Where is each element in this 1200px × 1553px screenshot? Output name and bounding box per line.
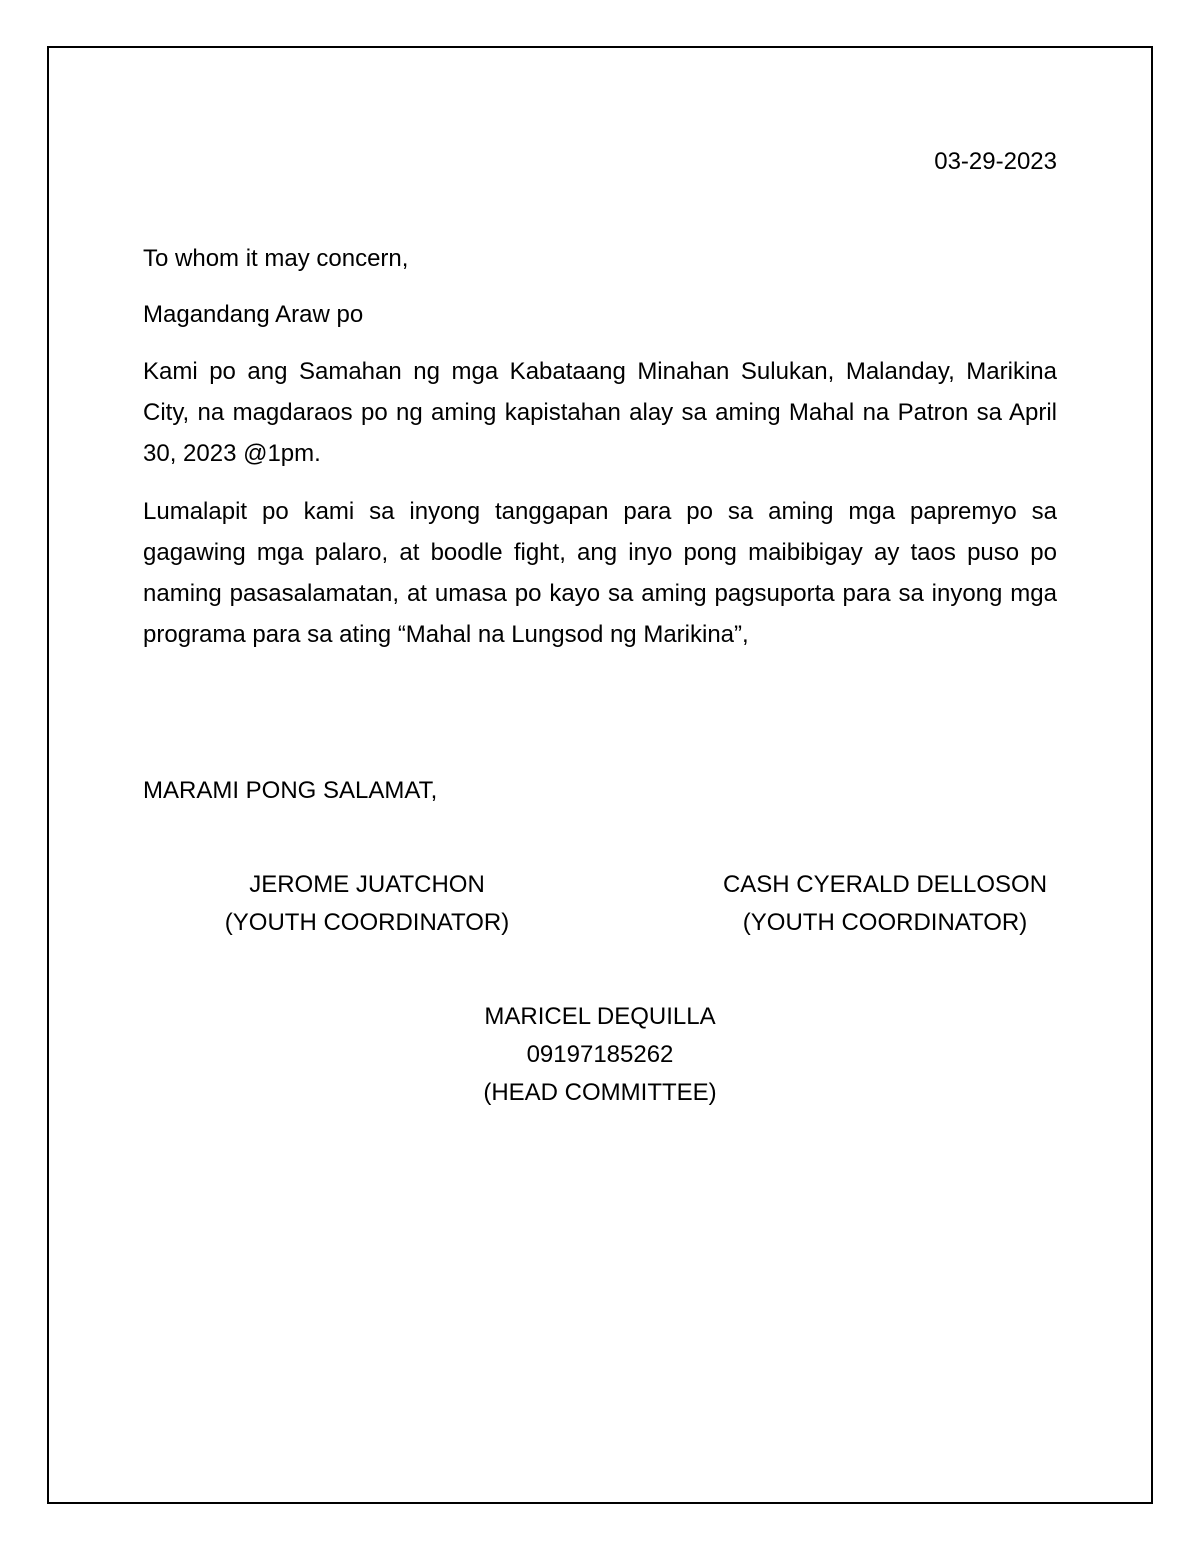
signatory-role: (HEAD COMMITTEE)	[483, 1079, 717, 1106]
letter-greeting: To whom it may concern,	[143, 245, 409, 272]
signatory-name: JEROME JUATCHON	[249, 871, 485, 898]
signatory-name: MARICEL DEQUILLA	[484, 1003, 716, 1030]
signatory-block-center	[400, 998, 800, 1112]
letter-paragraph: Kami po ang Samahan ng mga Kabataang Minahan Sulukan, Malanday, Marikina City, na magdaraos po ng aming kapistahan alay sa aming Mahal na Patron sa April 30, 2023 @1pm.	[143, 358, 1057, 467]
signatory-block-right	[705, 866, 1065, 942]
signatory-role: (YOUTH COORDINATOR)	[742, 909, 1028, 936]
signatory-role: (YOUTH COORDINATOR)	[224, 909, 510, 936]
letter-paragraph: Lumalapit po kami sa inyong tanggapan para po sa aming mga papremyo sa gagawing mga palaro, at boodle fight, ang inyo pong maibibigay ay taos puso po naming pasasalamatan, at umasa po kayo sa aming pagsuporta para sa inyong mga programa para sa ating “Mahal na Lungsod ng Marikina”,	[143, 498, 1057, 648]
signatory-phone: 09197185262	[526, 1041, 674, 1068]
letter-salutation: Magandang Araw po	[143, 301, 364, 328]
signatory-name: CASH CYERALD DELLOSON	[722, 871, 1048, 898]
signatory-block-left	[190, 866, 544, 942]
letter-date: 03-29-2023	[934, 148, 1057, 175]
letter-closing: MARAMI PONG SALAMAT,	[143, 777, 438, 804]
